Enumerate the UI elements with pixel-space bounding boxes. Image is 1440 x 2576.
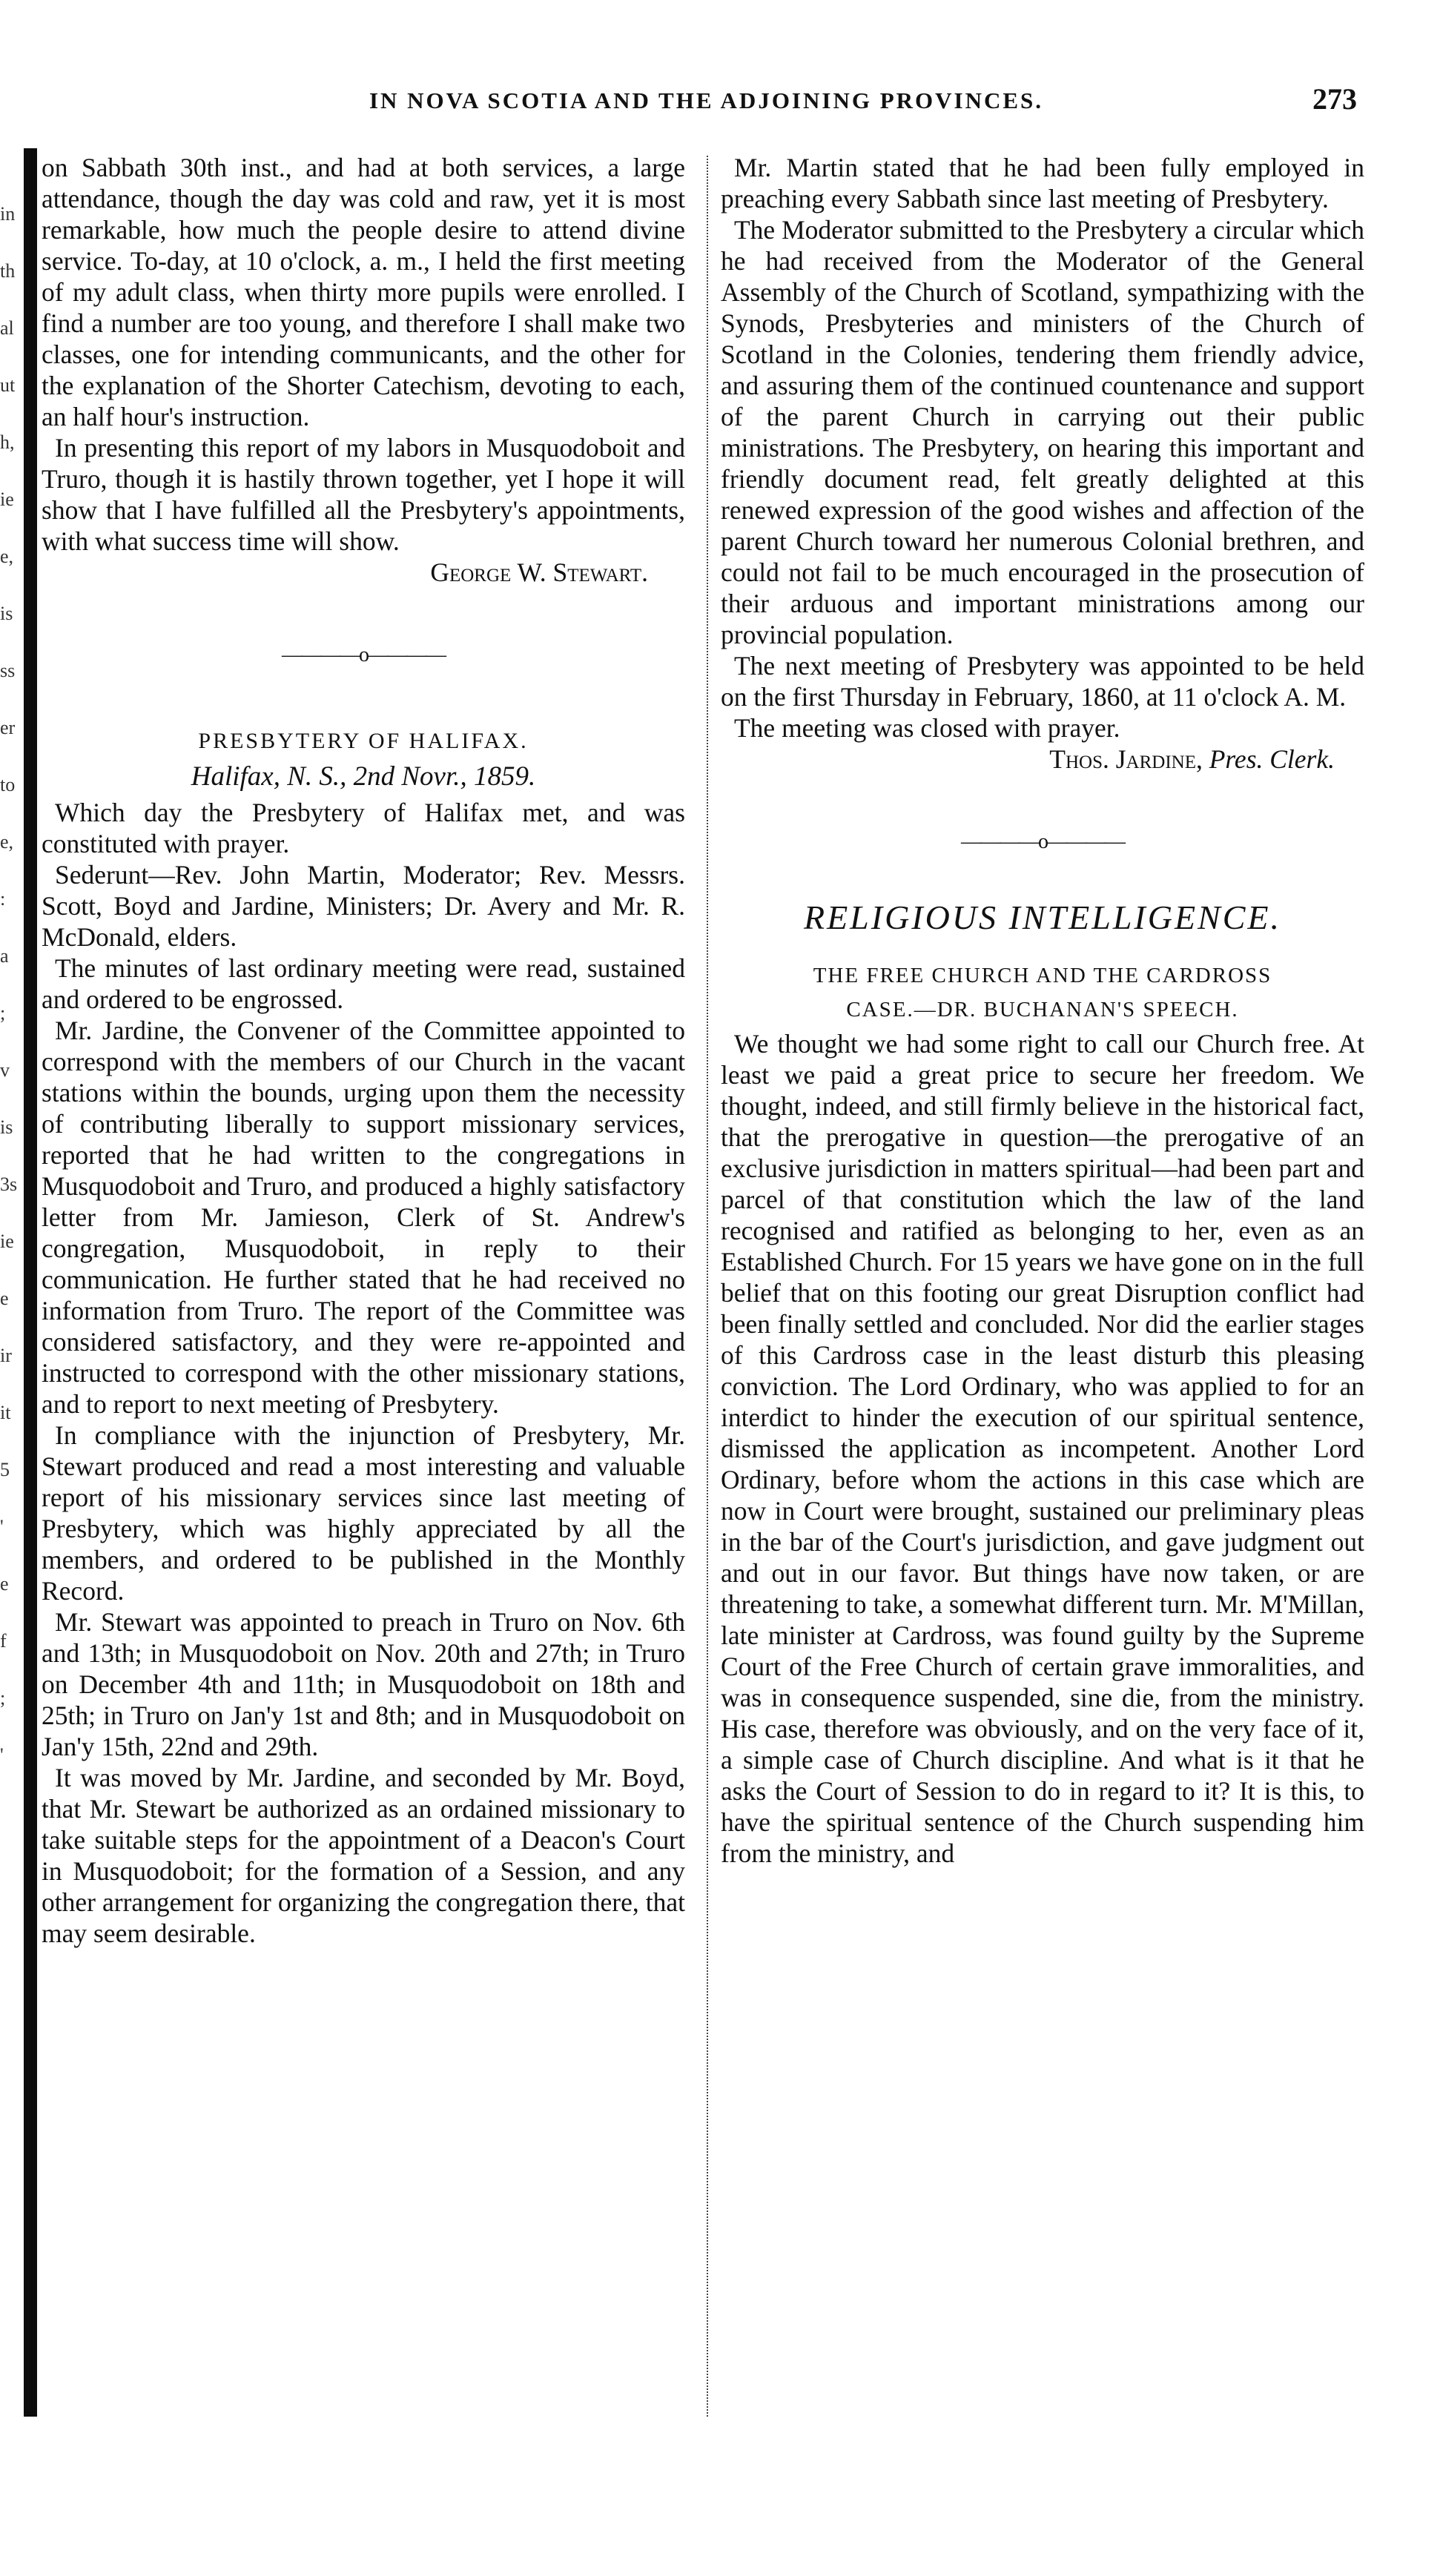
signature-name: Thos. Jardine, [1049,744,1203,774]
paragraph: Mr. Jardine, the Convener of the Committee appointed to correspond with the members of our Church in the vacant stations within the bounds, urging upon them the necessity of contributing liberally to support missionary services, reported that he had written to the congregations in Musquodoboit and Truro, and produced a highly satisfactory letter from Mr. Jamieson, Clerk of St. Andrew's congregation, Musquodoboit, in reply to their communication. He further stated that he had received no information from Truro. The report of the Committee was considered satisfactory, and they were re-appointed and instructed to correspond with the other missionary stations, and to report to next meeting of Presbytery. [42,1016,685,1419]
article-heading: CASE.—DR. BUCHANAN'S SPEECH. [846,998,1239,1022]
paragraph: Mr. Martin stated that he had been fully employed in preaching every Sabbath since last meeting of Presbytery. [721,153,1364,213]
article-heading: THE FREE CHURCH AND THE CARDROSS [813,964,1272,987]
gutter-residue: in th al ut h, ie e, is ss er to e, : a ; v is 3s ie e ir it 5 ' e f ; ' [0,203,18,1766]
paragraph: Mr. Stewart was appointed to preach in Truro on Nov. 6th and 13th; in Musquodoboit on Nov. 20th and 27th; in Truro on December 4th and 11th; in Musquodoboit on 18th and 25th; in Truro on Jan'y 1st and 8th; and in Musquodoboit on Jan'y 15th, 22nd and 29th. [42,1607,685,1761]
paragraph: It was moved by Mr. Jardine, and seconded by Mr. Boyd, that Mr. Stewart be authorized as an ordained missionary to take suitable steps for the appointment of a Deacon's Court in Musquodoboit; for the formation of a Session, and any other arrangement for organizing the congregation there, that may seem desirable. [42,1763,685,1948]
running-head: IN NOVA SCOTIA AND THE ADJOINING PROVINCES. [369,87,1044,113]
paragraph: The minutes of last ordinary meeting were read, sustained and ordered to be engrossed. [42,953,685,1014]
signature [721,744,1364,775]
right-column [721,152,1364,1869]
binding-gutter [24,148,37,2417]
left-column [42,152,685,1949]
paragraph: Which day the Presbytery of Halifax met, and was constituted with prayer. [42,798,685,858]
paragraph: We thought we had some right to call our Church free. At least we paid a great price to secure her freedom. We thought, indeed, and still firmly believe in the historical fact, that the prerogative in question—the prerogative of an exclusive jurisdiction in matters spiritual—had been part and parcel of that constitution which the law of the land recognised and ratified as belonging to her, even as an Established Church. For 15 years we have gone on in the full belief that on this footing our great Disruption conflict had been finally settled and concluded. Nor did the earlier stages of this Cardross case in the least disturb this pleasing conviction. The Lord Ordinary, who was applied to for an interdict to hinder the execution of our spiritual sentence, dismissed the application as incompetent. Another Lord Ordinary, before whom the actions in this case which are now in Court were brought, sustained our preliminary pleas in the bar of the Court's jurisdiction, and gave judgment out and out in our favor. But things have now taken, or are threatening to take, a somewhat different turn. Mr. M'Millan, late minister at Cardross, was found guilty by the Supreme Court of the Free Church of certain grave immoralities, and was in consequence suspended, sine die, from the ministry. His case, therefore was obviously, and on the very face of it, a simple case of Church discipline. And what is it that he asks the Court of Session to do in regard to it? It is this, to have the spiritual sentence of the Church suspending him from the ministry, and [721,1029,1364,1868]
section-heading: RELIGIOUS INTELLIGENCE. [803,898,1282,936]
paragraph: The next meeting of Presbytery was appointed to be held on the first Thursday in February, 1860, at 11 o'clock A. M. [721,651,1364,712]
page-number: 273 [1312,82,1357,116]
paragraph: Sederunt—Rev. John Martin, Moderator; Rev. Messrs. Scott, Boyd and Jardine, Ministers; Dr. Avery and Mr. R. McDonald, elders. [42,860,685,952]
section-divider: ————o———— [282,643,445,666]
paragraph: In compliance with the injunction of Presbytery, Mr. Stewart produced and read a most interesting and valuable report of his missionary services since last meeting of Presbytery, which was highly appreciated by all the members, and ordered to be published in the Monthly Record. [42,1420,685,1606]
paragraph: on Sabbath 30th inst., and had at both services, a large attendance, though the day was cold and raw, yet it is most remarkable, how much the people desire to attend divine service. To-day, at 10 o'clock, a. m., I held the first meeting of my adult class, when thirty more pupils were enrolled. I find a number are too young, and therefore I shall make two classes, one for intending communicants, and the other for the explanation of the Shorter Catechism, devoting to each, an half hour's instruction. [42,153,685,431]
paragraph: The Moderator submitted to the Presbytery a circular which he had received from the Moderator of the General Assembly of the Church of Scotland, sympathizing with the Synods, Presbyteries and ministers of the Church of Scotland in the Colonies, tendering them friendly advice, and assuring them of the continued countenance and support of the parent Church in carrying out their public ministrations. The Presbytery, on hearing this important and friendly document read, felt greatly delighted at this renewed expression of the good wishes and affection of the parent Church toward her numerous Colonial brethren, and could not fail to be much encouraged in the prosecution of their arduous and important ministrations among our provincial population. [721,215,1364,649]
signature: George W. Stewart. [430,557,648,587]
paragraph: In presenting this report of my labors in Musquodoboit and Truro, though it is hastily thrown together, yet I hope it will show that I have fulfilled all the Presbytery's appointments, with what success time will show. [42,433,685,556]
section-divider: ————o———— [961,830,1124,853]
column-rule [707,156,708,2417]
paragraph: The meeting was closed with prayer. [734,713,1120,743]
section-heading: PRESBYTERY OF HALIFAX. [198,729,529,753]
dateline: Halifax, N. S., 2nd Novr., 1859. [191,761,536,792]
signature-title: Pres. Clerk. [1209,744,1335,774]
